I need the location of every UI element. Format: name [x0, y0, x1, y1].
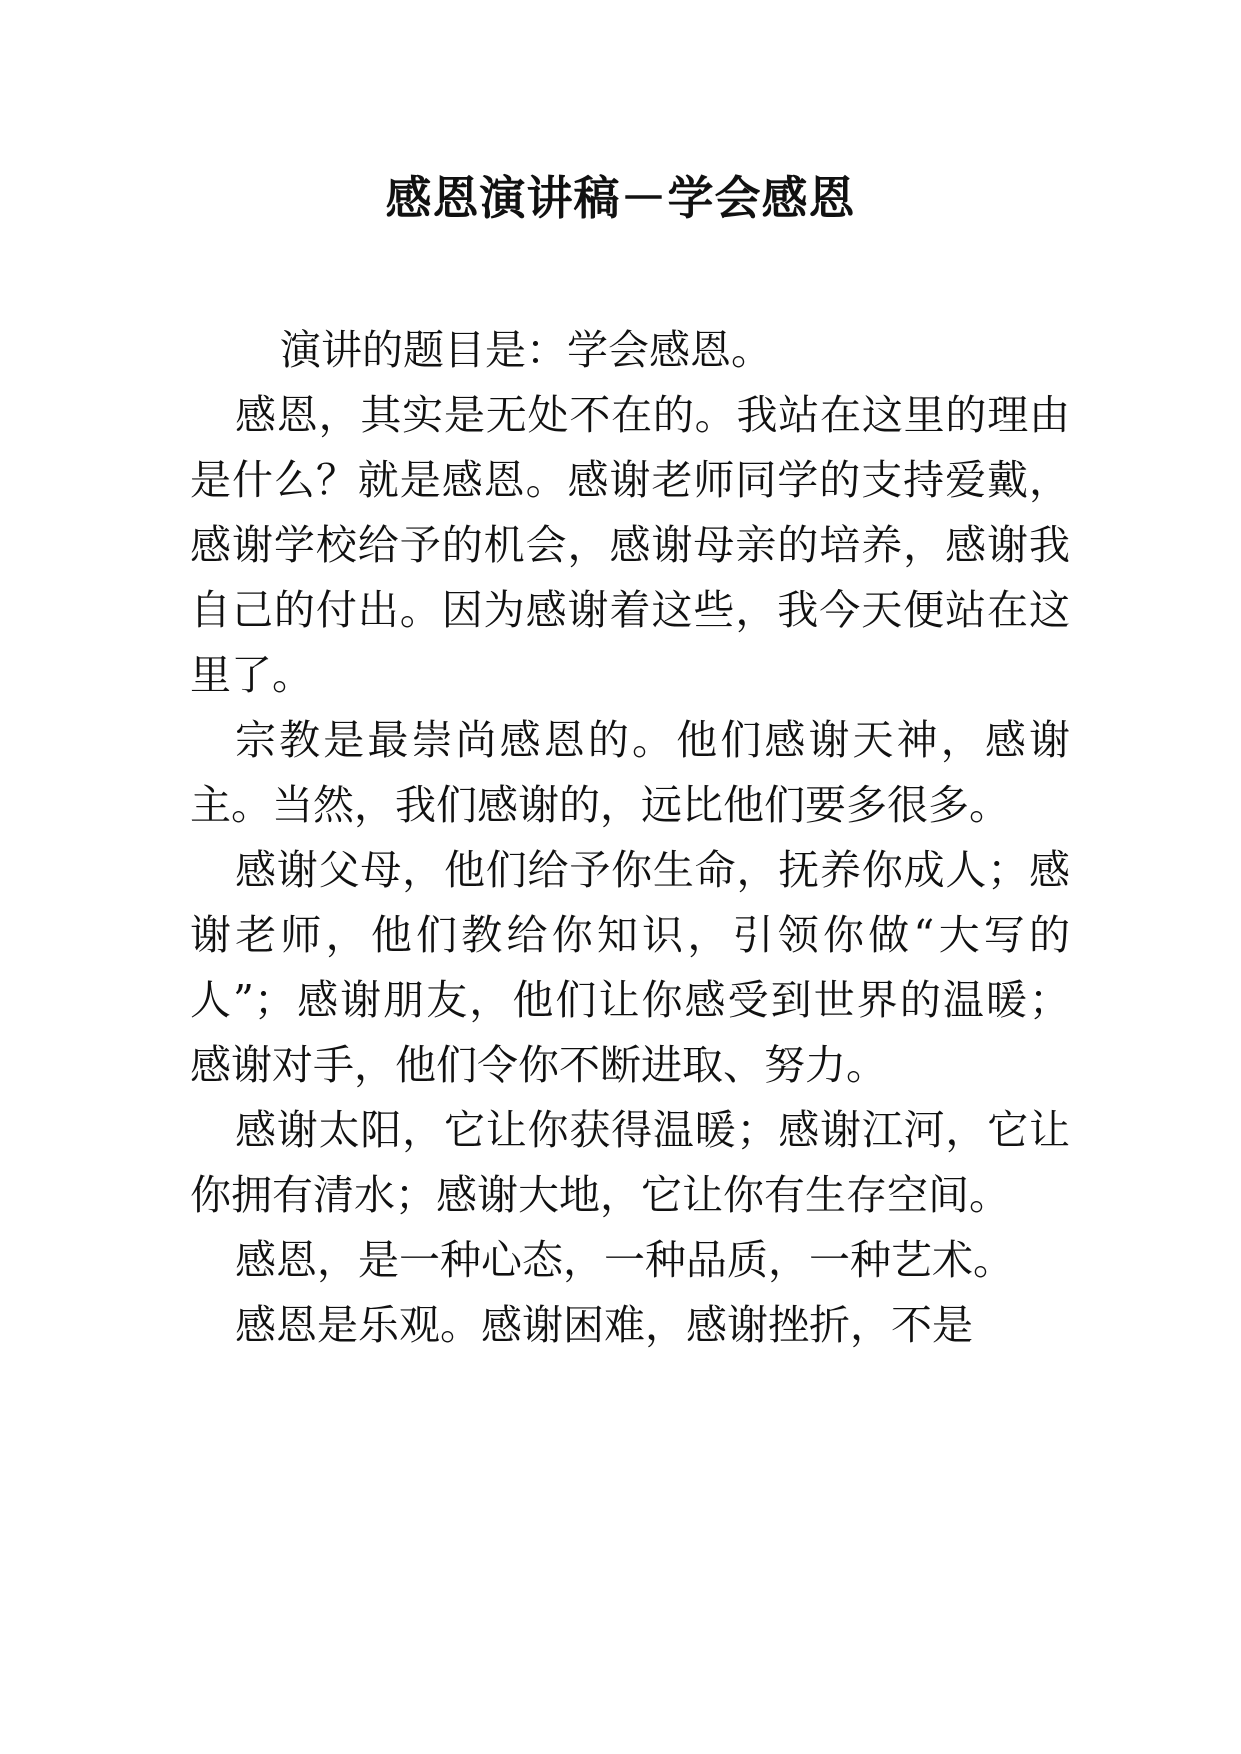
paragraph-attitude: 感恩，是一种心态，一种品质，一种艺术。 [235, 1236, 1014, 1284]
paragraph-religion: 宗教是最崇尚感恩的。他们感谢天神，感谢主。当然，我们感谢的，远比他们要多很多。 [190, 716, 1070, 829]
paragraph-thank-people: 感谢父母，他们给予你生命，抚养你成人；感谢老师，他们教给你知识，引领你做“大写的人”；感谢朋友，他们让你感受到世界的温暖；感谢对手，他们令你不断进取、努力。 [190, 846, 1070, 1089]
paragraph-optimism: 感恩是乐观。感谢困难，感谢挫折，不是 [235, 1301, 973, 1349]
document-body [190, 318, 1070, 1358]
paragraph-topic: 演讲的题目是：学会感恩。 [280, 326, 772, 374]
paragraph-gratitude-everywhere: 感恩，其实是无处不在的。我站在这里的理由是什么？就是感恩。感谢老师同学的支持爱戴，感谢学校给予的机会，感谢母亲的培养，感谢我自己的付出。因为感谢着这些，我今天便站在这里了。 [190, 391, 1070, 699]
paragraph-thank-nature: 感谢太阳，它让你获得温暖；感谢江河，它让你拥有清水；感谢大地，它让你有生存空间。 [190, 1106, 1070, 1219]
document-title: 感恩演讲稿－学会感恩 [385, 171, 856, 225]
